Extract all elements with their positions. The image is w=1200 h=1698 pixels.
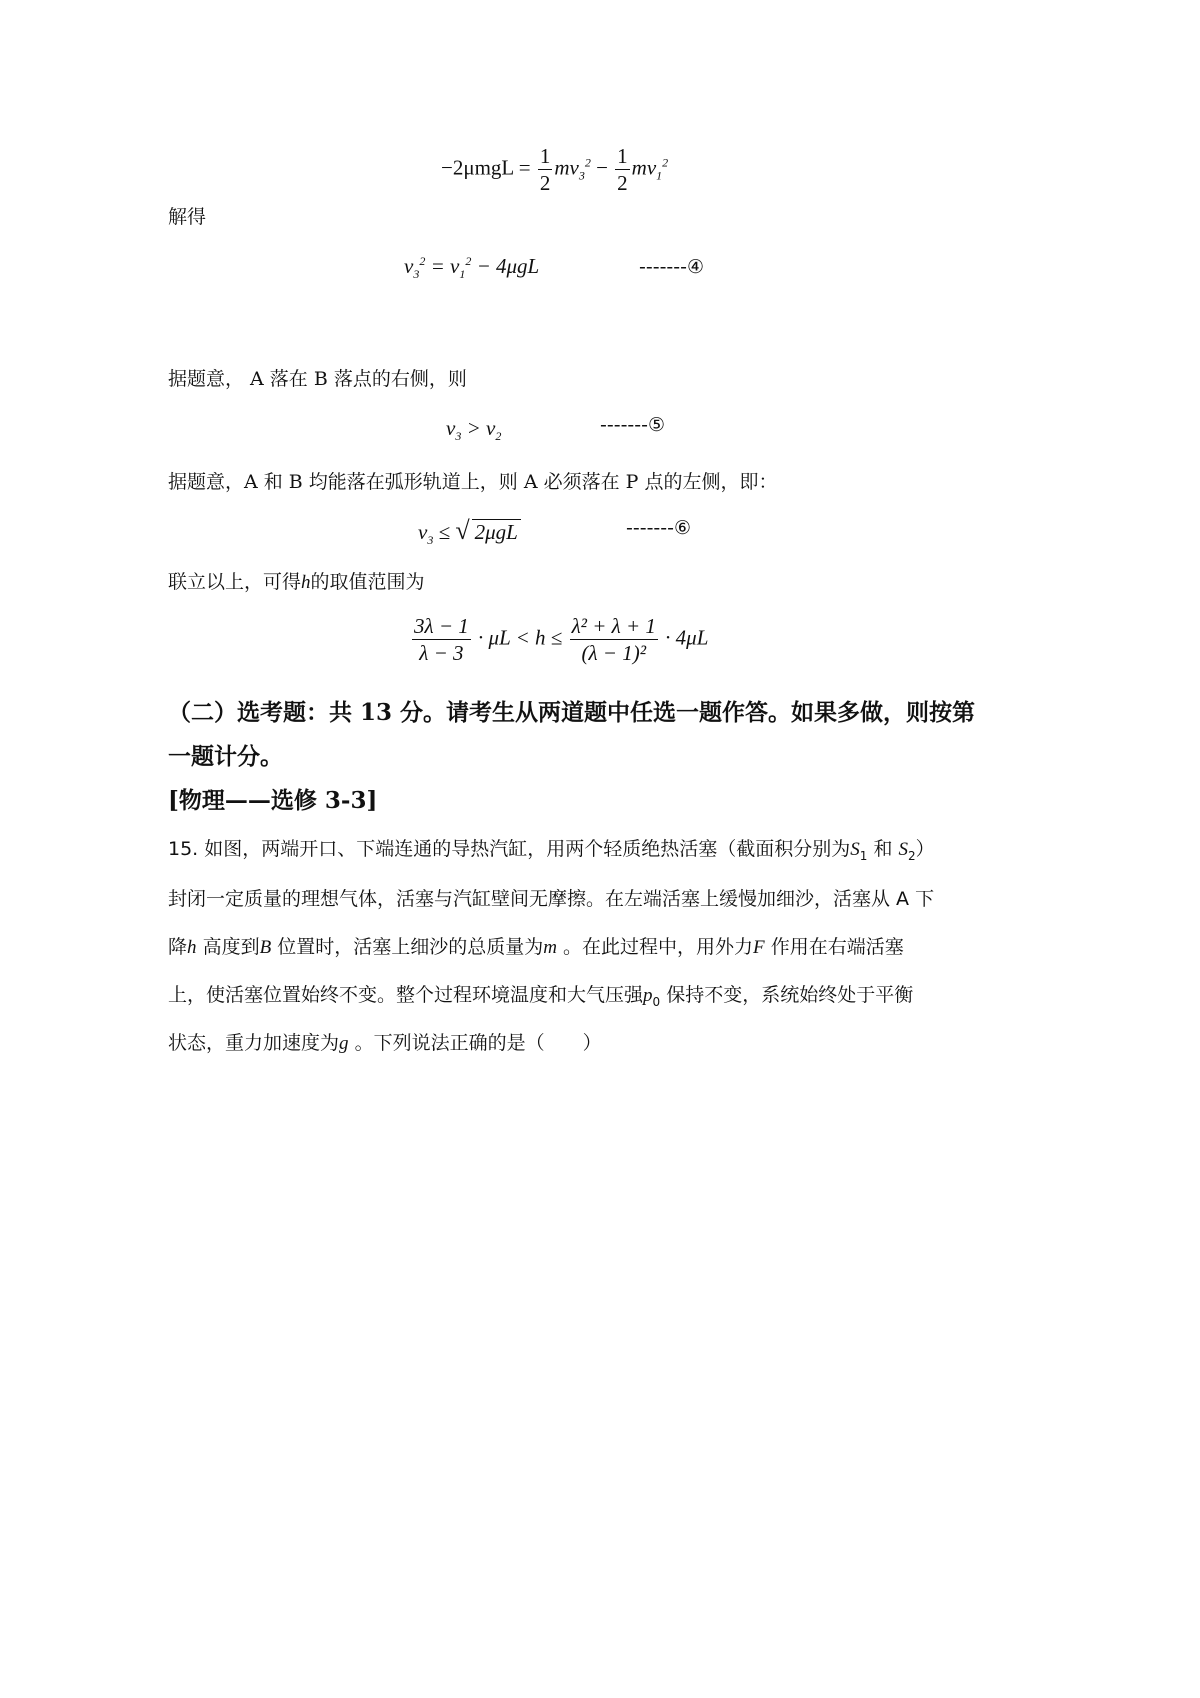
range-inequality: $\frac{3\lambda - 1}{\lambda - 3}$ · μL < h ≤ $\frac{\text{λ² + λ + 1}}{\text{(λ − 1)²}}$ · 4μL [414, 614, 709, 665]
paragraph-1: 据题意， A 落在 B 落点的右侧，则 [168, 368, 467, 390]
paragraph-3: 联立以上，可得h的取值范围为 [168, 571, 425, 593]
eq1-fraction-1: $\frac{1}{2}$ [539, 144, 551, 195]
question-15-line5: 状态，重力加速度为g 。下列说法正确的是（ ） [168, 1032, 602, 1054]
velocity-equation-4: $v_3^2 = v_1^2 - 4\mu gL$ [404, 254, 540, 282]
eq1-lhs: −2μmgL = [441, 155, 531, 180]
marker-6: -------⑥ [626, 517, 692, 539]
paragraph-2: 据题意，A 和 B 均能落在弧形轨道上，则 A 必须落在 P 点的左侧，即： [168, 471, 778, 493]
marker-5: -------⑤ [600, 414, 666, 436]
range-fraction-left: $\frac{3\lambda - 1}{\lambda - 3}$ [414, 614, 469, 665]
energy-equation: −2μmgL = $\frac{1}{2}$ $mv_3^2$ − $\frac{1}{2}$ $mv_1^2$ [441, 144, 669, 195]
marker-4: -------④ [639, 256, 705, 278]
inequality-6: $v_3$ ≤ √ 2μgL [418, 516, 521, 548]
jiede-label: 解得 [168, 206, 207, 228]
eq1-fraction-2: $\frac{1}{2}$ [617, 144, 628, 195]
question-15-line4: 上，使活塞位置始终不变。整个过程环境温度和大气压强$p_0$ 保持不变，系统始终处于平衡 [168, 984, 914, 1009]
question-15-line3: 降h 高度到B 位置时，活塞上细沙的总质量为m 。在此过程中，用外力F 作用在右端活塞 [168, 936, 904, 958]
question-15-line1: 15. 如图，两端开口、下端连通的导热汽缸，用两个轻质绝热活塞（截面积分别为$S_1$ 和 $S_2$） [168, 838, 935, 863]
range-fraction-right: $\frac{\text{λ² + λ + 1}}{\text{(λ − 1)²}}$ [571, 614, 656, 665]
question-15-line2: 封闭一定质量的理想气体，活塞与汽缸壁间无摩擦。在左端活塞上缓慢加细沙，活塞从 A 下 [168, 888, 935, 910]
elective-heading: [物理——选修 3-3] [168, 787, 378, 814]
section-heading-line2: 一题计分。 [168, 743, 283, 770]
sqrt-term: 2μgL [472, 519, 521, 545]
section-heading-line1: （二）选考题：共 13 分。请考生从两道题中任选一题作答。如果多做，则按第 [168, 699, 976, 726]
inequality-5: $v_3 > v_2$ [446, 416, 502, 444]
